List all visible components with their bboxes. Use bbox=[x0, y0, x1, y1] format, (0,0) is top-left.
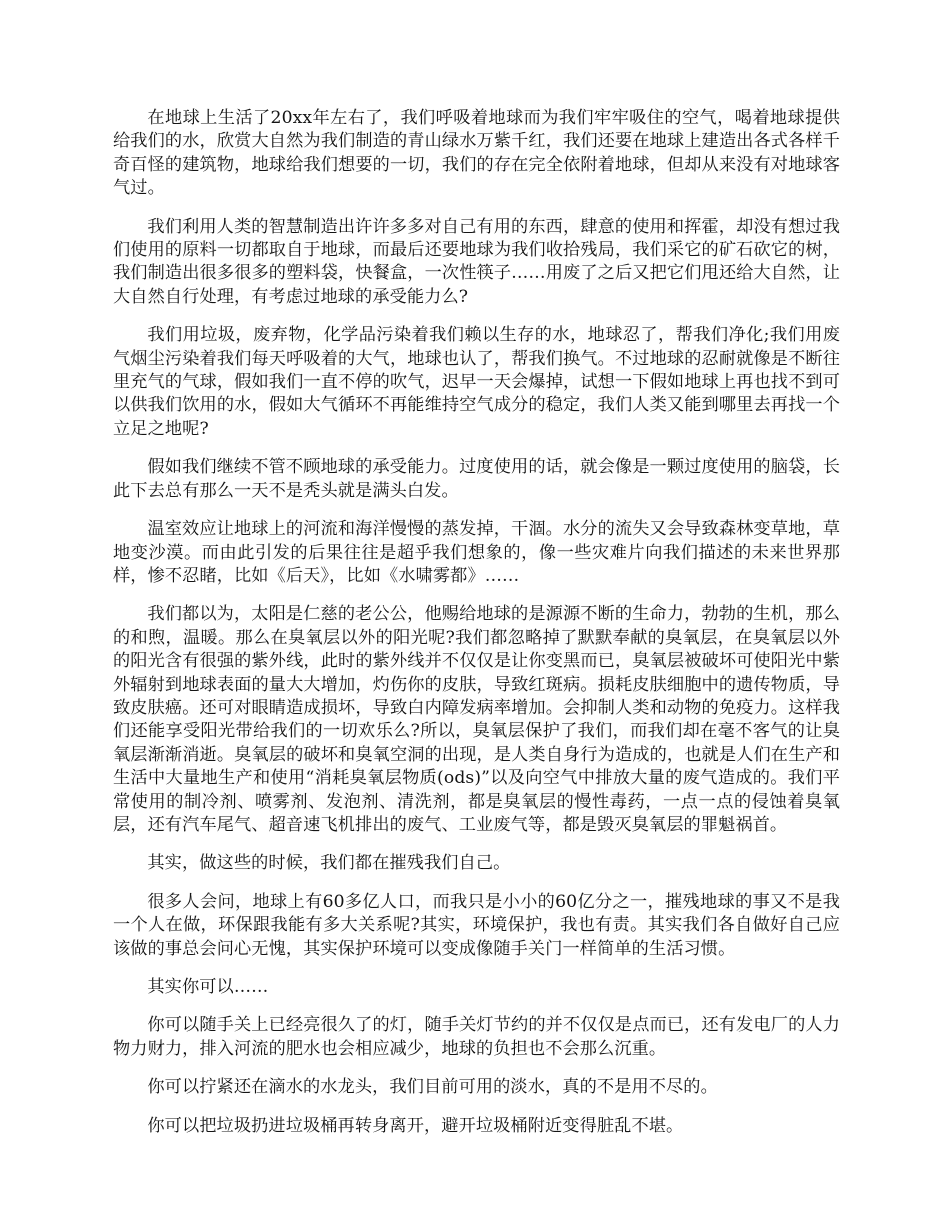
paragraph-6: 我们都以为，太阳是仁慈的老公公，他赐给地球的是源源不断的生命力，勃勃的生机，那么的和煦，温暖。那么在臭氧层以外的阳光呢?我们都忽略掉了默默奉献的臭氧层，在臭氧层以外的阳光含有很强的紫外线，此时的紫外线并不仅仅是让你变黑而已，臭氧层被破坏可使阳光中紫外辐射到地球表面的量大大增加，灼伤你的皮肤，导致红斑病。损耗皮肤细胞中的遗传物质，导致皮肤癌。还可对眼睛造成损坏，导致白内障发病率增加。会抑制人类和动物的免疫力。这样我们还能享受阳光带给我们的一切欢乐么?所以，臭氧层保护了我们，而我们却在毫不客气的让臭氧层渐渐消逝。臭氧层的破坏和臭氧空洞的出现，是人类自身行为造成的，也就是人们在生产和生活中大量地生产和使用“消耗臭氧层物质(ods)”以及向空气中排放大量的废气造成的。我们平常使用的制冷剂、喷雾剂、发泡剂、清洗剂，都是臭氧层的慢性毒药，一点一点的侵蚀着臭氧层，还有汽车尾气、超音速飞机排出的废气、工业废气等，都是毁灭臭氧层的罪魁祸首。 bbox=[113, 604, 840, 835]
paragraph-9: 其实你可以…… bbox=[147, 977, 269, 997]
paragraph-12: 你可以把垃圾扔进垃圾桶再转身离开，避开垃圾桶附近变得脏乱不堪。 bbox=[147, 1115, 684, 1136]
paragraph-11: 你可以拧紧还在滴水的水龙头，我们目前可用的淡水，真的不是用不尽的。 bbox=[147, 1077, 718, 1098]
paragraph-7: 其实，做这些的时候，我们都在摧残我们自己。 bbox=[147, 853, 511, 874]
paragraph-10: 你可以随手关上已经亮很久了的灯，随手关灯节约的并不仅仅是点而已，还有发电厂的人力物力财力，排入河流的肥水也会相应减少，地球的负担也不会那么沉重。 bbox=[113, 1015, 840, 1059]
paragraph-4: 假如我们继续不管不顾地球的承受能力。过度使用的话，就会像是一颗过度使用的脑袋，长此下去总有那么一天不是秃头就是满头白发。 bbox=[113, 457, 840, 501]
paragraph-3: 我们用垃圾，废弃物，化学品污染着我们赖以生存的水，地球忍了，帮我们净化;我们用废气烟尘污染着我们每天呼吸着的大气，地球也认了，帮我们换气。不过地球的忍耐就像是不断往里充气的气球，假如我们一直不停的吹气，迟早一天会爆掉，试想一下假如地球上再也找不到可以供我们饮用的水，假如大气循环不再能维持空气成分的稳定，我们人类又能到哪里去再找一个立足之地呢? bbox=[113, 325, 840, 439]
paragraph-5: 温室效应让地球上的河流和海洋慢慢的蒸发掉，干涸。水分的流失又会导致森林变草地，草地变沙漠。而由此引发的后果往往是超乎我们想象的，像一些灾难片向我们描述的未来世界那样，惨不忍睹，比如《后天》，比如《水啸雾都》…… bbox=[113, 519, 840, 586]
paragraph-8: 很多人会问，地球上有60多亿人口，而我只是小小的60亿分之一，摧残地球的事又不是我一个人在做，环保跟我能有多大关系呢?其实，环境保护，我也有责。其实我们各自做好自己应该做的事总会问心无愧，其实保护环境可以变成像随手关门一样简单的生活习惯。 bbox=[113, 891, 840, 959]
paragraph-1: 在地球上生活了20xx年左右了，我们呼吸着地球而为我们牢牢吸住的空气，喝着地球提供给我们的水，欣赏大自然为我们制造的青山绿水万紫千红，我们还要在地球上建造出各式各样千奇百怪的建筑物，地球给我们想要的一切，我们的存在完全依附着地球，但却从来没有对地球客气过。 bbox=[113, 108, 840, 199]
document-body bbox=[113, 107, 840, 1153]
paragraph-2: 我们利用人类的智慧制造出许许多多对自己有用的东西，肆意的使用和挥霍，却没有想过我们使用的原料一切都取自于地球，而最后还要地球为我们收拾残局，我们采它的矿石砍它的树，我们制造出很多很多的塑料袋，快餐盒，一次性筷子……用废了之后又把它们甩还给大自然，让大自然自行处理，有考虑过地球的承受能力么? bbox=[113, 216, 840, 307]
